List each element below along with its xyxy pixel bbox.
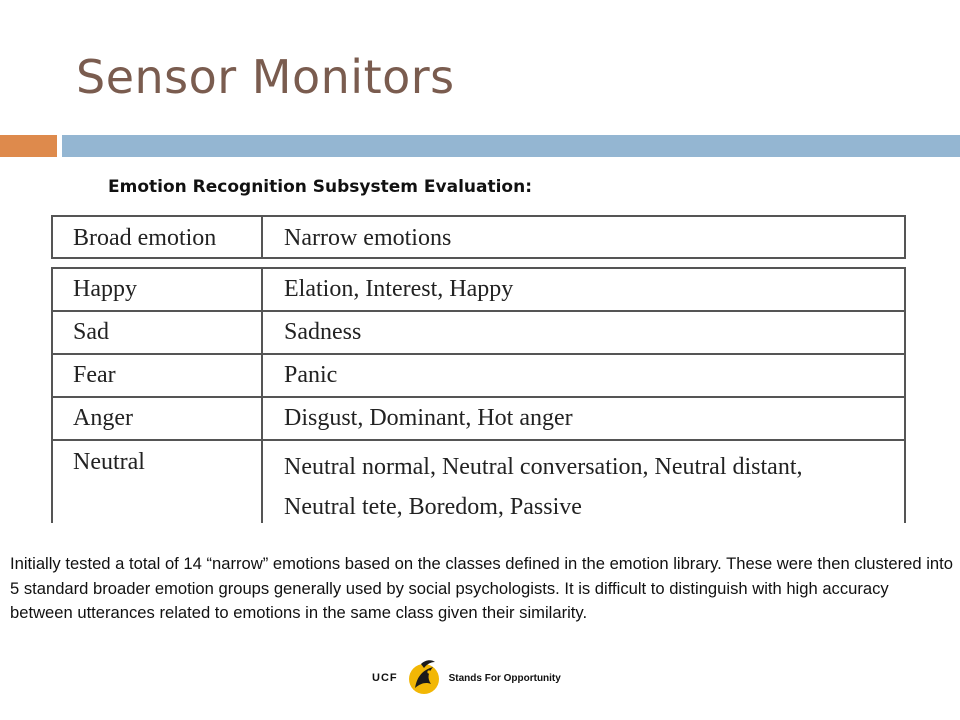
narrow-emotions-cell: Elation, Interest, Happy — [284, 276, 514, 302]
table-header-row — [51, 215, 906, 259]
table-row — [53, 441, 904, 523]
ucf-logo-text: UCF — [372, 672, 398, 684]
broad-emotion-cell: Neutral — [53, 441, 263, 523]
narrow-emotions-line: Neutral tete, Boredom, Passive — [284, 494, 582, 520]
broad-emotion-cell: Happy — [53, 269, 263, 310]
pegasus-icon — [407, 658, 441, 698]
ucf-tagline: Stands For Opportunity — [448, 672, 561, 684]
narrow-emotions-cell: Panic — [284, 362, 338, 388]
accent-bar-blue — [62, 135, 960, 157]
ucf-logo — [372, 655, 602, 701]
description-paragraph: Initially tested a total of 14 “narrow” emotions based on the classes defined in the emotion library. These were then clustered into 5 standard broader emotion groups generally used by social psychologists. It is difficult to distinguish with high accuracy between utterances related to emotions in the same class given their similarity. — [10, 554, 953, 622]
narrow-emotions-cell — [263, 441, 904, 523]
accent-bar-orange — [0, 135, 57, 157]
narrow-emotions-cell: Disgust, Dominant, Hot anger — [284, 405, 573, 431]
table-row — [53, 398, 904, 441]
narrow-emotions-line: Neutral normal, Neutral conversation, Neutral distant, — [284, 454, 803, 480]
table-body — [51, 267, 906, 523]
broad-emotion-cell: Fear — [53, 355, 263, 396]
header-broad-emotion: Broad emotion — [53, 217, 263, 257]
slide-subtitle: Emotion Recognition Subsystem Evaluation: — [108, 177, 533, 197]
table-row — [53, 355, 904, 398]
header-narrow-emotions: Narrow emotions — [284, 225, 452, 251]
table-row — [53, 312, 904, 355]
broad-emotion-cell: Anger — [53, 398, 263, 439]
narrow-emotions-cell: Sadness — [284, 319, 362, 345]
slide-title: Sensor Monitors — [76, 50, 455, 104]
broad-emotion-cell: Sad — [53, 312, 263, 353]
table-row — [53, 269, 904, 312]
emotion-table — [51, 215, 906, 523]
